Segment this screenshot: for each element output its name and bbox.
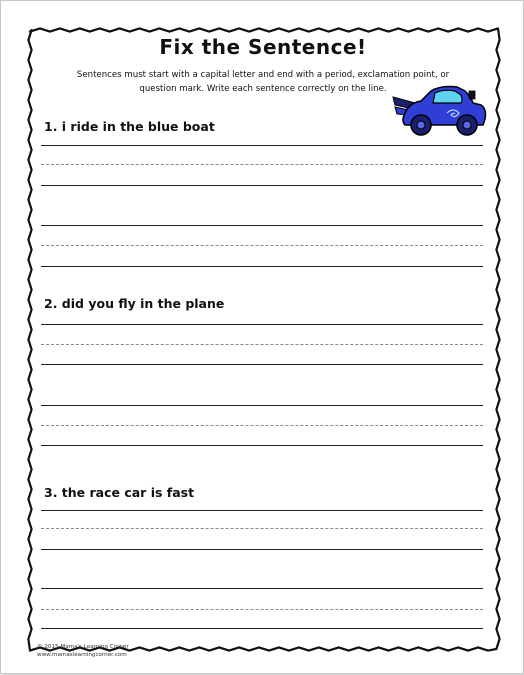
writing-line-midline [41,344,483,345]
writing-line-midline [41,425,483,426]
question-2: 2. did you fly in the plane [44,296,225,311]
writing-line-midline [41,528,483,529]
writing-line-midline [41,245,483,246]
writing-line-top[interactable] [41,510,483,511]
writing-line-base[interactable] [41,266,483,267]
writing-line-midline [41,609,483,610]
question-1: 1. i ride in the blue boat [44,119,215,134]
writing-line-top[interactable] [41,225,483,226]
writing-line-top[interactable] [41,145,483,146]
writing-line-base[interactable] [41,445,483,446]
writing-line-midline [41,164,483,165]
writing-line-base[interactable] [41,364,483,365]
writing-line-top[interactable] [41,588,483,589]
race-car-illustration [391,83,489,141]
writing-line-base[interactable] [41,185,483,186]
instructions-text: Sentences must start with a capital letter and end with a period, exclamation point, or question mark. Write each sentence correctly on the line. [76,70,450,94]
writing-line-base[interactable] [41,549,483,550]
writing-line-top[interactable] [41,405,483,406]
writing-line-top[interactable] [41,324,483,325]
copyright-text: © 2015 Mama's Learning Corner [37,644,129,650]
page-title: Fix the Sentence! [159,35,367,59]
website-link[interactable]: www.mamaslearningcorner.com [37,652,127,658]
question-3: 3. the race car is fast [44,485,195,500]
writing-line-base[interactable] [41,628,483,629]
